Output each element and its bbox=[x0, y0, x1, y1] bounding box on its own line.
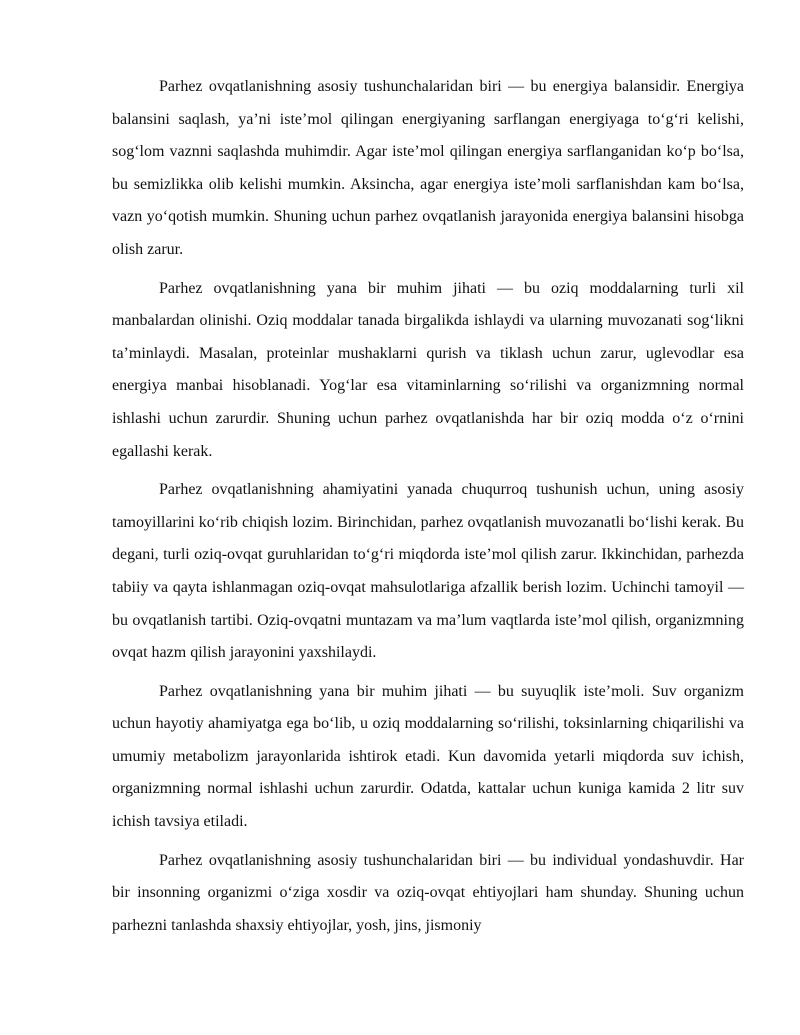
paragraph-nutrient-sources: Parhez ovqatlanishning yana bir muhim jihati — bu oziq moddalarning turli xil manbalardan olinishi. Oziq moddalar tanada birgalikda ishlaydi va ularning muvozanati sog‘likni ta’minlaydi. Masalan, proteinlar mushaklarni qurish va tiklash uchun zarur, uglevodlar esa energiya manbai hisoblanadi. Yog‘lar esa vitaminlarning so‘rilishi va organizmning normal ishlashi uchun zarurdir. Shuning uchun parhez ovqatlanishda har bir oziq modda o‘z o‘rnini egallashi kerak. bbox=[112, 279, 744, 460]
paragraph-fluid-intake: Parhez ovqatlanishning yana bir muhim jihati — bu suyuqlik iste’moli. Suv organizm uchun hayotiy ahamiyatga ega bo‘lib, u oziq moddalarning so‘rilishi, toksinlarning chiqarilishi va umumiy metabolizm jarayonlarida ishtirok etadi. Kun davomida yetarli miqdorda suv ichish, organizmning normal ishlashi uchun zarurdir. Odatda, kattalar uchun kuniga kamida 2 litr suv ichish tavsiya etiladi. bbox=[112, 682, 744, 831]
paragraph-individual-approach: Parhez ovqatlanishning asosiy tushunchalaridan biri — bu individual yondashuvdir. Har bir insonning organizmi o‘ziga xosdir va oziq-ovqat ehtiyojlari ham shunday. Shuning uchun parhezni tanlashda shaxsiy ehtiyojlar, yosh, jins, jismoniy bbox=[112, 851, 744, 934]
paragraph-diet-principles: Parhez ovqatlanishning ahamiyatini yanada chuqurroq tushunish uchun, uning asosiy tamoyillarini ko‘rib chiqish lozim. Birinchidan, parhez ovqatlanish muvozanatli bo‘lishi kerak. Bu degani, turli oziq-ovqat guruhlaridan to‘g‘ri miqdorda iste’mol qilish zarur. Ikkinchidan, parhezda tabiiy va qayta ishlanmagan oziq-ovqat mahsulotlariga afzallik berish lozim. Uchinchi tamoyil — bu ovqatlanish tartibi. Oziq-ovqatni muntazam va ma’lum vaqtlarda iste’mol qilish, organizmning ovqat hazm qilish jarayonini yaxshilaydi. bbox=[112, 481, 744, 662]
paragraph-energy-balance: Parhez ovqatlanishning asosiy tushunchalaridan biri — bu energiya balansidir. Energiya balansini saqlash, ya’ni iste’mol qilingan energiyaning sarflangan energiyaga to‘g‘ri kelishi, sog‘lom vaznni saqlashda muhimdir. Agar iste’mol qilingan energiya sarflanganidan ko‘p bo‘lsa, bu semizlikka olib kelishi mumkin. Aksincha, agar energiya iste’moli sarflanishdan kam bo‘lsa, vazn yo‘qotish mumkin. Shuning uchun parhez ovqatlanish jarayonida energiya balansini hisobga olish zarur. bbox=[112, 78, 744, 258]
document-page bbox=[112, 71, 744, 948]
